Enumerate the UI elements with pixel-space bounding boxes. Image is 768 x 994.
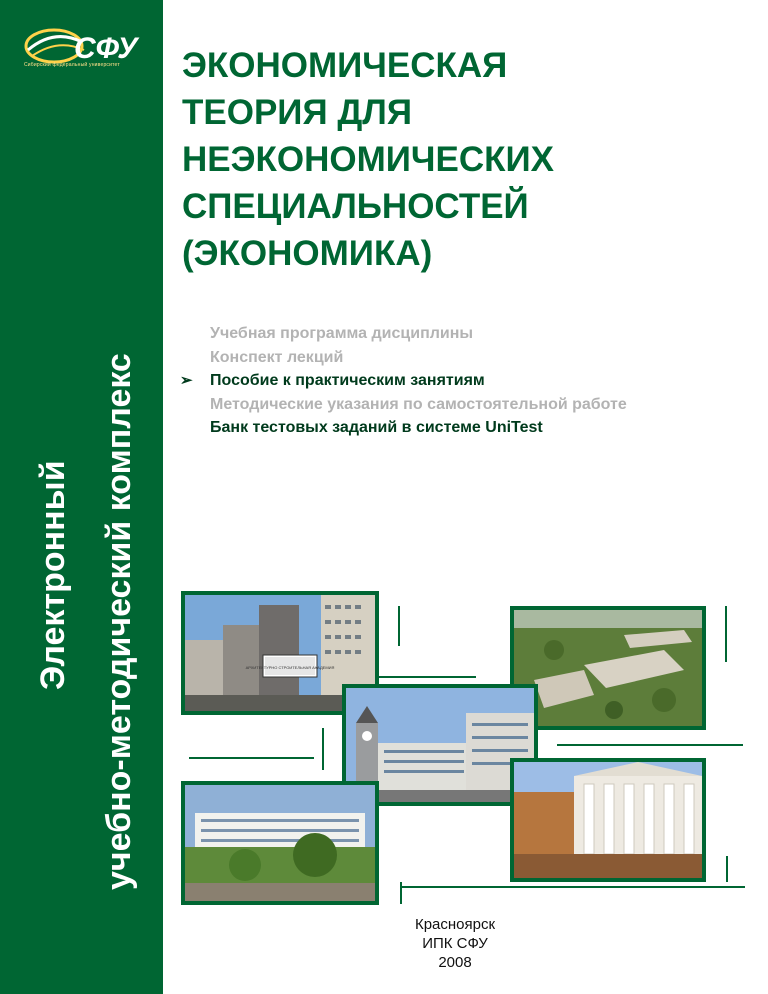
menu-item-label: Конспект лекций (210, 348, 344, 366)
sidebar (0, 0, 163, 994)
building-sign: АРХИТЕКТУРНО СТРОИТЕЛЬНАЯ АКАДЕМИЯ (245, 665, 335, 670)
logo-subtext: Сибирский федеральный университет (24, 62, 120, 68)
divider-line (378, 676, 476, 678)
photo-university-building (181, 781, 379, 905)
menu-item-label: Пособие к практическим занятиям (210, 372, 485, 389)
logo-letters: СФУ (74, 32, 138, 65)
menu-item-label: Учебная программа дисциплины (210, 325, 474, 342)
divider-line (189, 757, 314, 759)
title-line: НЕЭКОНОМИЧЕСКИХ (182, 140, 554, 179)
divider-line (725, 606, 727, 662)
menu-item-test-bank[interactable] (210, 416, 627, 440)
menu-item-practice[interactable] (180, 369, 627, 393)
menu-item-self-study[interactable] (210, 393, 627, 417)
divider-line (400, 886, 745, 888)
title-line: ЭКОНОМИЧЕСКАЯ (182, 46, 508, 85)
title-line: СПЕЦИАЛЬНОСТЕЙ (182, 187, 529, 226)
menu-item-label: Методические указания по самостоятельной работе (210, 395, 627, 413)
document-title (182, 42, 742, 277)
arrow-right-icon: ➢ (180, 372, 193, 389)
vertical-title-line2: учебно-методический комплекс (100, 353, 138, 890)
divider-line (557, 744, 743, 746)
imprint-publisher: ИПК СФУ (422, 935, 488, 952)
menu-item-curriculum[interactable] (210, 322, 627, 346)
imprint-year: 2008 (438, 954, 472, 971)
title-line: (ЭКОНОМИКА) (182, 234, 433, 273)
imprint (380, 915, 530, 972)
section-menu (180, 322, 627, 440)
imprint-city: Красноярск (414, 916, 496, 933)
divider-line (322, 728, 324, 770)
photo-campus-aerial (510, 606, 706, 730)
photo-columned-building (510, 758, 706, 882)
vertical-title-line1: Электронный (34, 460, 72, 690)
divider-line (398, 606, 400, 646)
divider-line (726, 856, 728, 882)
menu-item-lectures[interactable] (210, 346, 627, 370)
title-line: ТЕОРИЯ ДЛЯ (182, 93, 412, 132)
menu-item-label: Банк тестовых заданий в системе UniTest (210, 419, 543, 436)
